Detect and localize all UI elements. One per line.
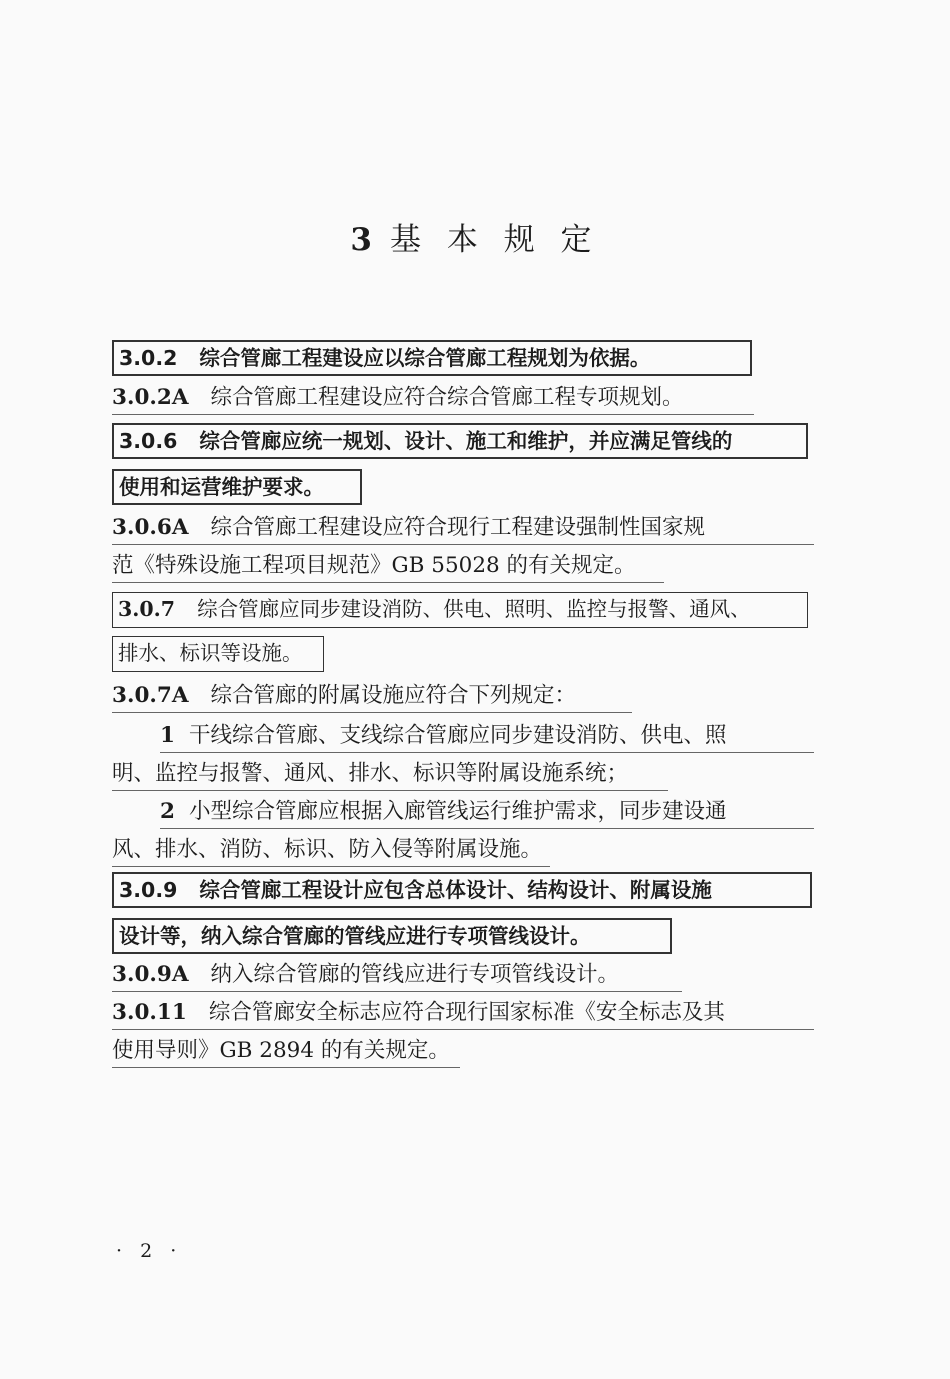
clause-3-0-9-line <box>112 872 812 908</box>
clause-3-0-6a-line-2 <box>112 546 664 583</box>
clause-text: 综合管廊应统一规划、设计、施工和维护，并应满足管线的 <box>199 429 733 453</box>
clause-text: 纳入综合管廊的管线应进行专项管线设计。 <box>210 962 620 987</box>
clause-3-0-9-line-2 <box>112 918 672 954</box>
item-number: 1 <box>160 723 175 748</box>
clause-text: 范《特殊设施工程项目规范》GB 55028 的有关规定。 <box>112 553 636 578</box>
clause-text: 综合管廊工程建设应以综合管廊工程规划为依据。 <box>199 346 651 370</box>
item-text: 小型综合管廊应根据入廊管线运行维护需求，同步建设通 <box>188 799 727 824</box>
clause-3-0-2a-line <box>112 378 754 415</box>
clause-3-0-2-line <box>112 340 752 376</box>
chapter-number: 3 <box>350 222 372 258</box>
clause-3-0-6-line <box>112 423 808 459</box>
clause-3-0-9a-line <box>112 955 682 992</box>
clause-3-0-11-line-2 <box>112 1031 460 1068</box>
clause-3-0-6a-line <box>112 508 814 545</box>
clause-number: 3.0.7A <box>112 683 189 708</box>
clause-text: 设计等，纳入综合管廊的管线应进行专项管线设计。 <box>119 924 591 948</box>
clause-number: 3.0.9A <box>112 962 189 987</box>
clause-number: 3.0.2 <box>119 346 178 370</box>
clause-text: 综合管廊的附属设施应符合下列规定： <box>210 683 577 708</box>
clause-text: 综合管廊应同步建设消防、供电、照明、监控与报警、通风、 <box>197 597 751 621</box>
item-text: 风、排水、消防、标识、防入侵等附属设施。 <box>112 837 543 862</box>
item-1-line <box>160 716 814 753</box>
item-text: 明、监控与报警、通风、排水、标识等附属设施系统； <box>112 761 629 786</box>
clause-3-0-7-line <box>112 592 808 628</box>
clause-number: 3.0.11 <box>112 1000 187 1025</box>
item-1-line-2 <box>112 754 668 791</box>
clause-number: 3.0.7 <box>118 597 176 621</box>
item-text: 干线综合管廊、支线综合管廊应同步建设消防、供电、照 <box>188 723 727 748</box>
clause-number: 3.0.6A <box>112 515 189 540</box>
clause-3-0-7a-line <box>112 676 632 713</box>
clause-text: 综合管廊工程设计应包含总体设计、结构设计、附属设施 <box>199 878 712 902</box>
clause-text: 使用和运营维护要求。 <box>119 475 324 499</box>
clause-text: 综合管廊工程建设应符合综合管廊工程专项规划。 <box>210 385 684 410</box>
page-number: · 2 · <box>116 1240 183 1262</box>
clause-3-0-7-line-2 <box>112 636 324 672</box>
clause-number: 3.0.2A <box>112 385 189 410</box>
clause-text: 使用导则》GB 2894 的有关规定。 <box>112 1038 450 1063</box>
clause-3-0-6-line-2 <box>112 469 362 505</box>
clause-text: 综合管廊安全标志应符合现行国家标准《安全标志及其 <box>208 1000 725 1025</box>
item-2-line-2 <box>112 830 550 867</box>
item-number: 2 <box>160 799 175 824</box>
clause-number: 3.0.9 <box>119 878 178 902</box>
clause-number: 3.0.6 <box>119 429 178 453</box>
clause-3-0-11-line <box>112 993 814 1030</box>
item-2-line <box>160 792 814 829</box>
clause-text: 排水、标识等设施。 <box>118 641 303 665</box>
chapter-title <box>0 214 950 259</box>
clause-text: 综合管廊工程建设应符合现行工程建设强制性国家规 <box>210 515 706 540</box>
chapter-title-text: 基 本 规 定 <box>390 222 600 258</box>
